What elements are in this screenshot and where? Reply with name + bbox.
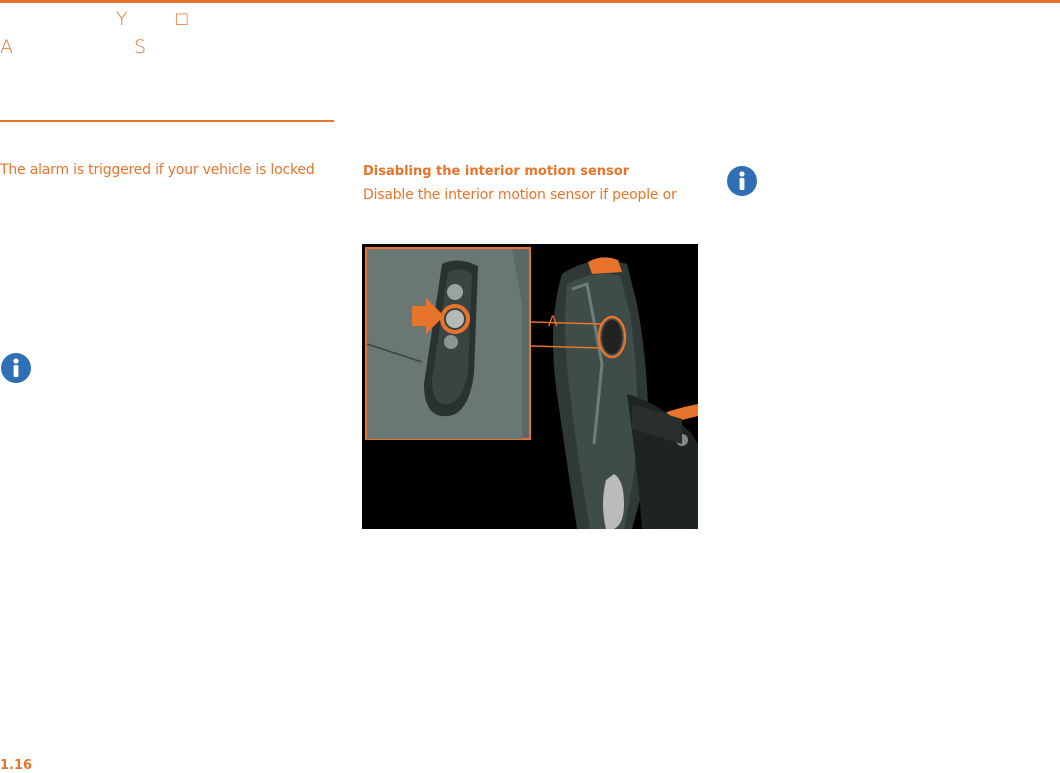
page-number: 1.16 <box>0 758 33 773</box>
top-rule <box>0 0 1060 3</box>
callout-label: A <box>548 314 558 330</box>
middle-column-paragraph: Disable the interior motion sensor if people or <box>363 187 677 203</box>
info-icon <box>726 165 758 197</box>
header-glyph-y: Y <box>116 8 128 30</box>
header-glyph-box: □ <box>176 8 188 30</box>
left-column-paragraph: The alarm is triggered if your vehicle is locked <box>0 162 315 178</box>
section-heading: Disabling the interior motion sensor <box>363 164 630 179</box>
section-divider <box>0 120 334 122</box>
header-title-glyphs <box>0 8 340 58</box>
header-glyph-s: S <box>134 36 147 58</box>
motion-sensor-figure <box>362 244 698 529</box>
header-glyph-a: A <box>0 36 13 58</box>
info-icon <box>0 352 32 384</box>
